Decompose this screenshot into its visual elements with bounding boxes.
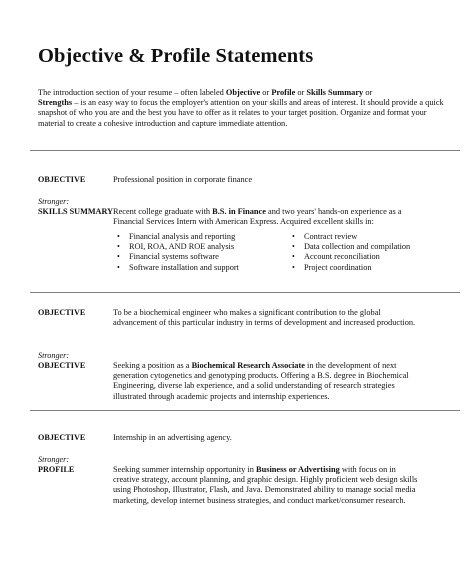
- bullet-icon: •: [292, 242, 295, 252]
- summary-bold-degree: B.S. in Finance: [212, 207, 266, 216]
- summary-text: and two years' hands-on experience as a Financial Services Intern with American Express. Acquired excellent skills in:: [113, 207, 402, 227]
- skill-text: Software installation and support: [129, 262, 239, 272]
- objective-text: Internship in an advertising agency.: [113, 433, 232, 442]
- bullet-icon: •: [117, 242, 120, 252]
- stronger-label: Stronger:: [38, 197, 70, 206]
- bullet-icon: •: [292, 232, 295, 241]
- objective-label: OBJECTIVE: [38, 175, 86, 184]
- page-title: Objective & Profile Statements: [38, 45, 314, 67]
- profile-text-part: Seeking summer internship opportunity in: [113, 465, 256, 474]
- section-divider: [30, 292, 460, 293]
- bullet-icon: •: [117, 232, 120, 241]
- stronger-label: Stronger:: [38, 455, 70, 464]
- skill-item: [117, 242, 239, 252]
- objective-text-part: Seeking a position as a: [113, 361, 192, 370]
- profile-bold-field: Business or Advertising: [256, 465, 340, 474]
- intro-text: or: [295, 88, 307, 97]
- intro-text: or: [260, 88, 272, 97]
- skill-text: Account reconciliation: [304, 252, 380, 262]
- intro-text: or: [363, 88, 373, 97]
- objective-text-part: in the development of next generation cytogenetics and genotyping products. Offering a B.S. degree in Biochemical Engineering, diverse lab experience, and a solid understanding of research strategies illustrated through academic projects and internship experiences.: [113, 361, 409, 401]
- intro-bold-strengths: Strengths: [38, 98, 73, 108]
- section-divider: [30, 410, 460, 411]
- bullet-icon: •: [292, 262, 295, 272]
- summary-text: Recent college graduate with: [113, 207, 213, 216]
- skill-item: [292, 263, 410, 273]
- bullet-icon: •: [117, 262, 120, 272]
- objective-label: OBJECTIVE: [38, 433, 86, 442]
- skill-item: [292, 232, 410, 242]
- skills-summary-label: SKILLS SUMMARY: [38, 207, 114, 216]
- objective-bold-role: Biochemical Research Associate: [191, 361, 305, 370]
- skill-text: Contract review: [304, 232, 358, 241]
- intro-text: – is an easy way to focus the employer's attention on your skills and areas of interest. It should provide a quick snapshot of who you are and the best you have to offer as it relates to your target position. Organize and format your material to create a cohesive introduction and capture immediate attention.: [38, 98, 444, 128]
- stronger-label: Stronger:: [38, 351, 70, 360]
- profile-label: PROFILE: [38, 465, 75, 474]
- skill-text: Project coordination: [304, 262, 372, 272]
- skill-text: Financial analysis and reporting: [129, 232, 236, 241]
- skill-item: [117, 232, 239, 242]
- skill-text: ROI, ROA, AND ROE analysis: [129, 242, 235, 252]
- intro-bold-skills-summary: Skills Summary: [306, 88, 364, 97]
- intro-text: The introduction section of your resume – often labeled: [38, 88, 226, 97]
- profile-text: [113, 465, 423, 506]
- objective-label: OBJECTIVE: [38, 308, 86, 317]
- skill-item: [117, 263, 239, 273]
- skill-text: Data collection and compilation: [304, 242, 411, 252]
- profile-text-part: with focus on in creative strategy, account planning, and graphic design. Highly proficient web design skills using Photoshop, Illustrator, Flash, and Java. Demonstrated ability to manage social media marketing, develop internet business strategies, and conduct market/consumer research.: [113, 465, 418, 505]
- bullet-icon: •: [292, 252, 295, 262]
- objective-text: To be a biochemical engineer who makes a significant contribution to the global advancement of this particular industry in terms of development and increased production.: [113, 308, 416, 328]
- objective-text: Professional position in corporate finance: [113, 175, 253, 184]
- objective-label: OBJECTIVE: [38, 361, 86, 370]
- bullet-icon: •: [117, 252, 120, 262]
- skill-item: [292, 252, 410, 262]
- skills-column-left: [117, 232, 239, 273]
- skill-item: [117, 252, 239, 262]
- skills-summary-text: [113, 207, 433, 227]
- objective-stronger-text: [113, 361, 425, 402]
- intro-bold-profile: Profile: [271, 88, 296, 97]
- intro-bold-objective: Objective: [225, 88, 261, 97]
- skill-text: Financial systems software: [129, 252, 219, 262]
- intro-paragraph: [38, 88, 448, 129]
- skills-column-right: [292, 232, 410, 273]
- section-divider: [30, 150, 460, 151]
- skill-item: [292, 242, 410, 252]
